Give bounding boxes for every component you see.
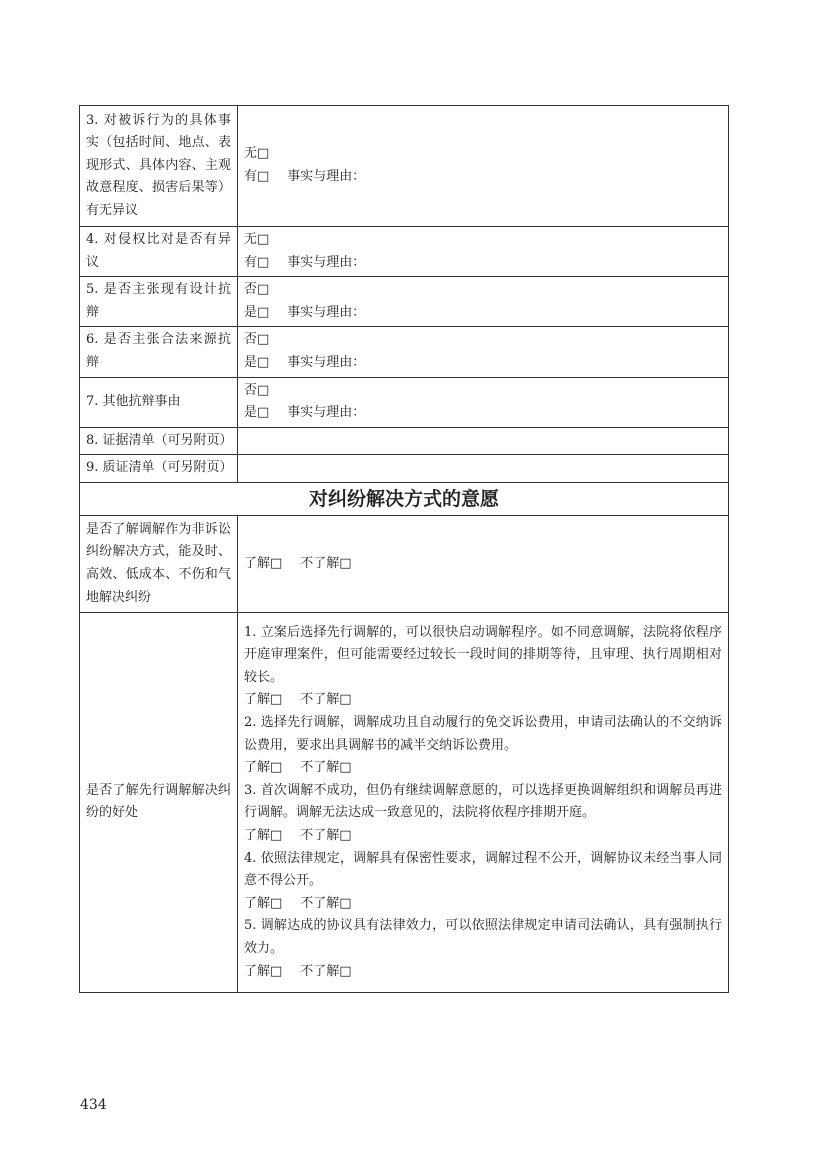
question-3: 3. 对被诉行为的具体事实（包括时间、地点、表现形式、具体内容、主观故意程度、损害后果等）有无异议 xyxy=(80,106,238,227)
checkbox-not-understand[interactable]: 不了解□ xyxy=(300,555,352,571)
checkbox-not-understand[interactable]: 不了解□ xyxy=(300,760,352,776)
reason-label: 事实与理由： xyxy=(287,405,366,421)
benefit-item xyxy=(244,622,722,712)
question-mediation-awareness: 是否了解调解作为非诉讼纠纷解决方式，能及时、高效、低成本、不伤和气地解决纠纷 xyxy=(80,515,238,612)
checkbox-option-yes[interactable]: 是□ xyxy=(244,354,270,370)
table-row xyxy=(80,612,729,992)
question-8: 8. 证据清单（可另附页） xyxy=(80,427,238,455)
answer-mediation-awareness xyxy=(238,515,729,612)
checkbox-option-none[interactable]: 无□ xyxy=(244,146,270,162)
reason-label: 事实与理由： xyxy=(287,304,366,320)
checkbox-understand[interactable]: 了解□ xyxy=(244,555,283,571)
checkbox-not-understand[interactable]: 不了解□ xyxy=(300,828,352,844)
table-row xyxy=(80,327,729,377)
checkbox-option-yes[interactable]: 是□ xyxy=(244,304,270,320)
cross-examination-list-field[interactable] xyxy=(238,455,729,483)
checkbox-option-no[interactable]: 否□ xyxy=(244,282,270,298)
benefit-item xyxy=(244,780,722,848)
question-6: 6. 是否主张合法来源抗辩 xyxy=(80,327,238,377)
evidence-list-field[interactable] xyxy=(238,427,729,455)
checkbox-understand[interactable]: 了解□ xyxy=(244,760,283,776)
benefit-text: 4. 依照法律规定，调解具有保密性要求，调解过程不公开，调解协议未经当事人同意不得公开。 xyxy=(244,850,722,889)
checkbox-option-none[interactable]: 无□ xyxy=(244,232,270,247)
table-row xyxy=(80,106,729,227)
question-4: 4. 对侵权比对是否有异议 xyxy=(80,227,238,277)
section-heading-row xyxy=(80,482,729,515)
answer-6 xyxy=(238,327,729,377)
checkbox-option-no[interactable]: 否□ xyxy=(244,382,270,398)
checkbox-not-understand[interactable]: 不了解□ xyxy=(300,963,352,979)
benefit-text: 2. 选择先行调解，调解成功且自动履行的免交诉讼费用，申请司法确认的不交纳诉讼费用，要求出具调解书的减半交纳诉讼费用。 xyxy=(244,715,722,753)
answer-pre-mediation xyxy=(238,612,729,992)
table-row xyxy=(80,377,729,427)
question-7: 7. 其他抗辩事由 xyxy=(80,377,238,427)
checkbox-not-understand[interactable]: 不了解□ xyxy=(300,692,352,708)
table-row xyxy=(80,277,729,327)
checkbox-option-yes[interactable]: 有□ xyxy=(244,254,270,270)
question-pre-mediation: 是否了解先行调解解决纠纷的好处 xyxy=(80,612,238,992)
checkbox-not-understand[interactable]: 不了解□ xyxy=(300,895,352,911)
benefit-item xyxy=(244,712,722,780)
reason-label: 事实与理由： xyxy=(287,354,366,370)
page-number: 434 xyxy=(80,1097,107,1113)
table-row xyxy=(80,427,729,455)
benefit-text: 1. 立案后选择先行调解的，可以很快启动调解程序。如不同意调解，法院将依程序开庭审理案件，但可能需要经过较长一段时间的排期等待，且审理、执行周期相对较长。 xyxy=(244,624,722,685)
checkbox-option-no[interactable]: 否□ xyxy=(244,332,270,348)
checkbox-understand[interactable]: 了解□ xyxy=(244,963,283,979)
table-row xyxy=(80,515,729,612)
reason-label: 事实与理由： xyxy=(287,254,366,270)
reason-label: 事实与理由： xyxy=(287,169,366,184)
checkbox-understand[interactable]: 了解□ xyxy=(244,895,283,911)
answer-4 xyxy=(238,227,729,277)
benefit-text: 3. 首次调解不成功，但仍有继续调解意愿的，可以选择更换调解组织和调解员再进行调解。调解无法达成一致意见的，法院将依程序排期开庭。 xyxy=(244,782,722,821)
checkbox-option-yes[interactable]: 是□ xyxy=(244,405,270,421)
checkbox-option-yes[interactable]: 有□ xyxy=(244,169,270,184)
question-5: 5. 是否主张现有设计抗辩 xyxy=(80,277,238,327)
benefit-text: 5. 调解达成的协议具有法律效力，可以依照法律规定申请司法确认，具有强制执行效力。 xyxy=(244,918,722,956)
question-9: 9. 质证清单（可另附页） xyxy=(80,455,238,483)
checkbox-understand[interactable]: 了解□ xyxy=(244,828,283,844)
answer-5 xyxy=(238,277,729,327)
answer-3 xyxy=(238,106,729,227)
benefit-item xyxy=(244,915,722,983)
table-row xyxy=(80,455,729,483)
benefit-item xyxy=(244,848,722,916)
response-form-table xyxy=(79,105,729,993)
checkbox-understand[interactable]: 了解□ xyxy=(244,692,283,708)
answer-7 xyxy=(238,377,729,427)
table-row xyxy=(80,227,729,277)
section-title: 对纠纷解决方式的意愿 xyxy=(80,482,729,515)
